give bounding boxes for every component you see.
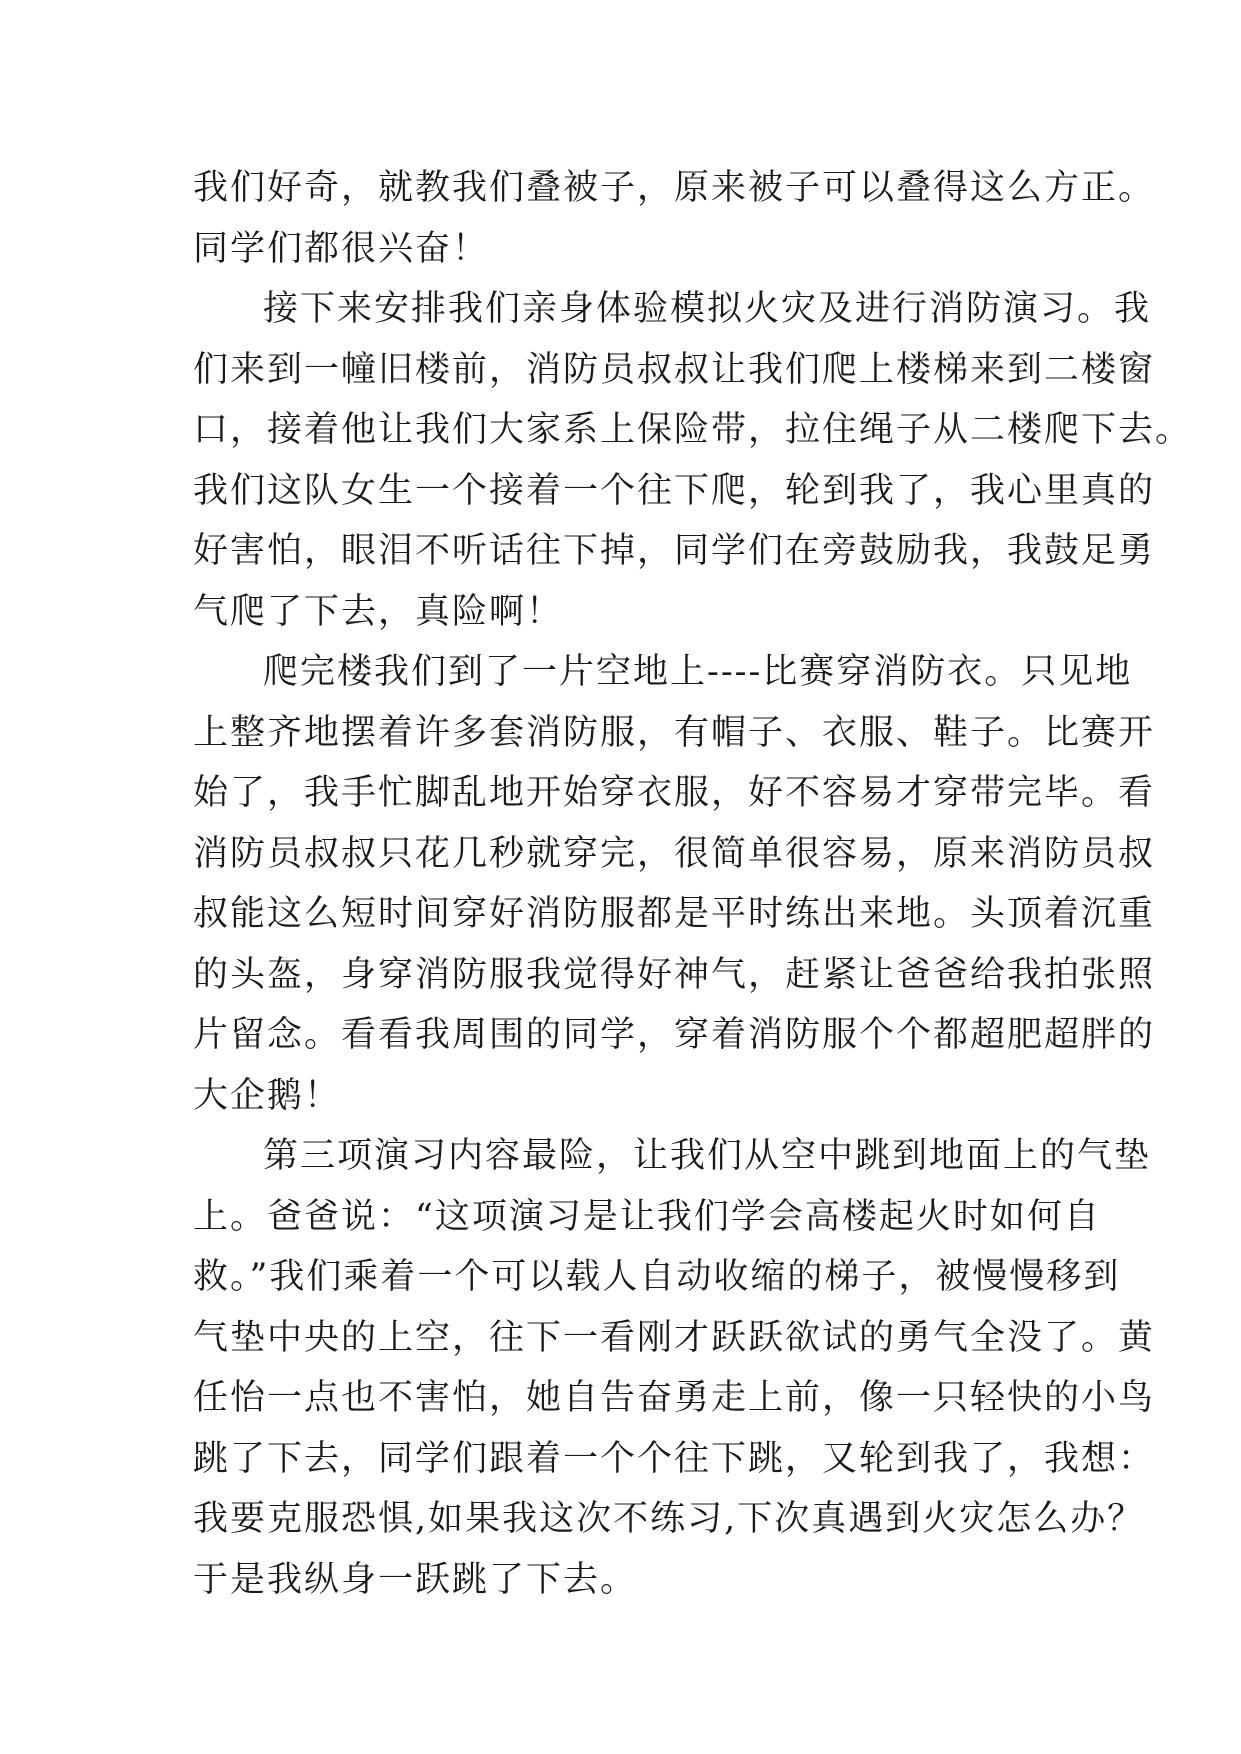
paragraph-1: [193, 158, 1156, 279]
text-line: 大企鹅！: [193, 1075, 342, 1116]
text-line: 我们这队女生一个接着一个往下爬，轮到我了，我心里真的: [193, 470, 1156, 511]
text-line: 任怡一点也不害怕，她自告奋勇走上前，像一只轻快的小鸟: [193, 1378, 1156, 1418]
text-line: 们来到一幢旧楼前，消防员叔叔让我们爬上楼梯来到二楼窗: [193, 349, 1156, 390]
text-line: 片留念。看看我周围的同学，穿着消防服个个都超肥超胖的: [193, 1015, 1156, 1055]
text-line: 上。爸爸说：“这项演习是让我们学会高楼起火时如何自: [193, 1196, 1101, 1237]
text-line: 救。”我们乘着一个可以载人自动收缩的梯子，被慢慢移到: [193, 1257, 1121, 1297]
text-line: 跳了下去，同学们跟着一个个往下跳，又轮到我了，我想：: [193, 1438, 1156, 1479]
text-line: 接下来安排我们亲身体验模拟火灾及进行消防演习。我: [263, 289, 1152, 329]
text-line: 消防员叔叔只花几秒就穿完，很简单很容易，原来消防员叔: [193, 833, 1156, 874]
document-body: [193, 158, 1193, 1610]
text-line: 气爬了下去，真险啊！: [193, 591, 564, 632]
text-line: 始了，我手忙脚乱地开始穿衣服，好不容易才穿带完毕。看: [193, 773, 1156, 813]
paragraph-2: [193, 279, 1193, 642]
text-line: 口，接着他让我们大家系上保险带，拉住绳子从二楼爬下去。: [193, 410, 1193, 450]
text-line: 的头盔，身穿消防服我觉得好神气，赶紧让爸爸给我拍张照: [193, 954, 1156, 995]
text-line: 叔能这么短时间穿好消防服都是平时练出来地。头顶着沉重: [193, 894, 1156, 934]
text-line: 同学们都很兴奋！: [193, 228, 490, 269]
text-line: 第三项演习内容最险，让我们从空中跳到地面上的气垫: [263, 1136, 1152, 1176]
text-line: 我们好奇，就教我们叠被子，原来被子可以叠得这么方正。: [193, 168, 1156, 208]
paragraph-4: [193, 1126, 1156, 1610]
paragraph-3: [193, 642, 1156, 1126]
text-line: 爬完楼我们到了一片空地上----比赛穿消防衣。只见地: [263, 652, 1133, 692]
text-line: 我要克服恐惧,如果我这次不练习,下次真遇到火灾怎么办？: [193, 1499, 1145, 1539]
text-line: 好害怕，眼泪不听话往下掉，同学们在旁鼓励我，我鼓足勇: [193, 531, 1156, 571]
text-line: 于是我纵身一跃跳了下去。: [193, 1559, 638, 1600]
text-line: 气垫中央的上空，往下一看刚才跃跃欲试的勇气全没了。黄: [193, 1317, 1156, 1358]
text-line: 上整齐地摆着许多套消防服，有帽子、衣服、鞋子。比赛开: [193, 712, 1156, 753]
